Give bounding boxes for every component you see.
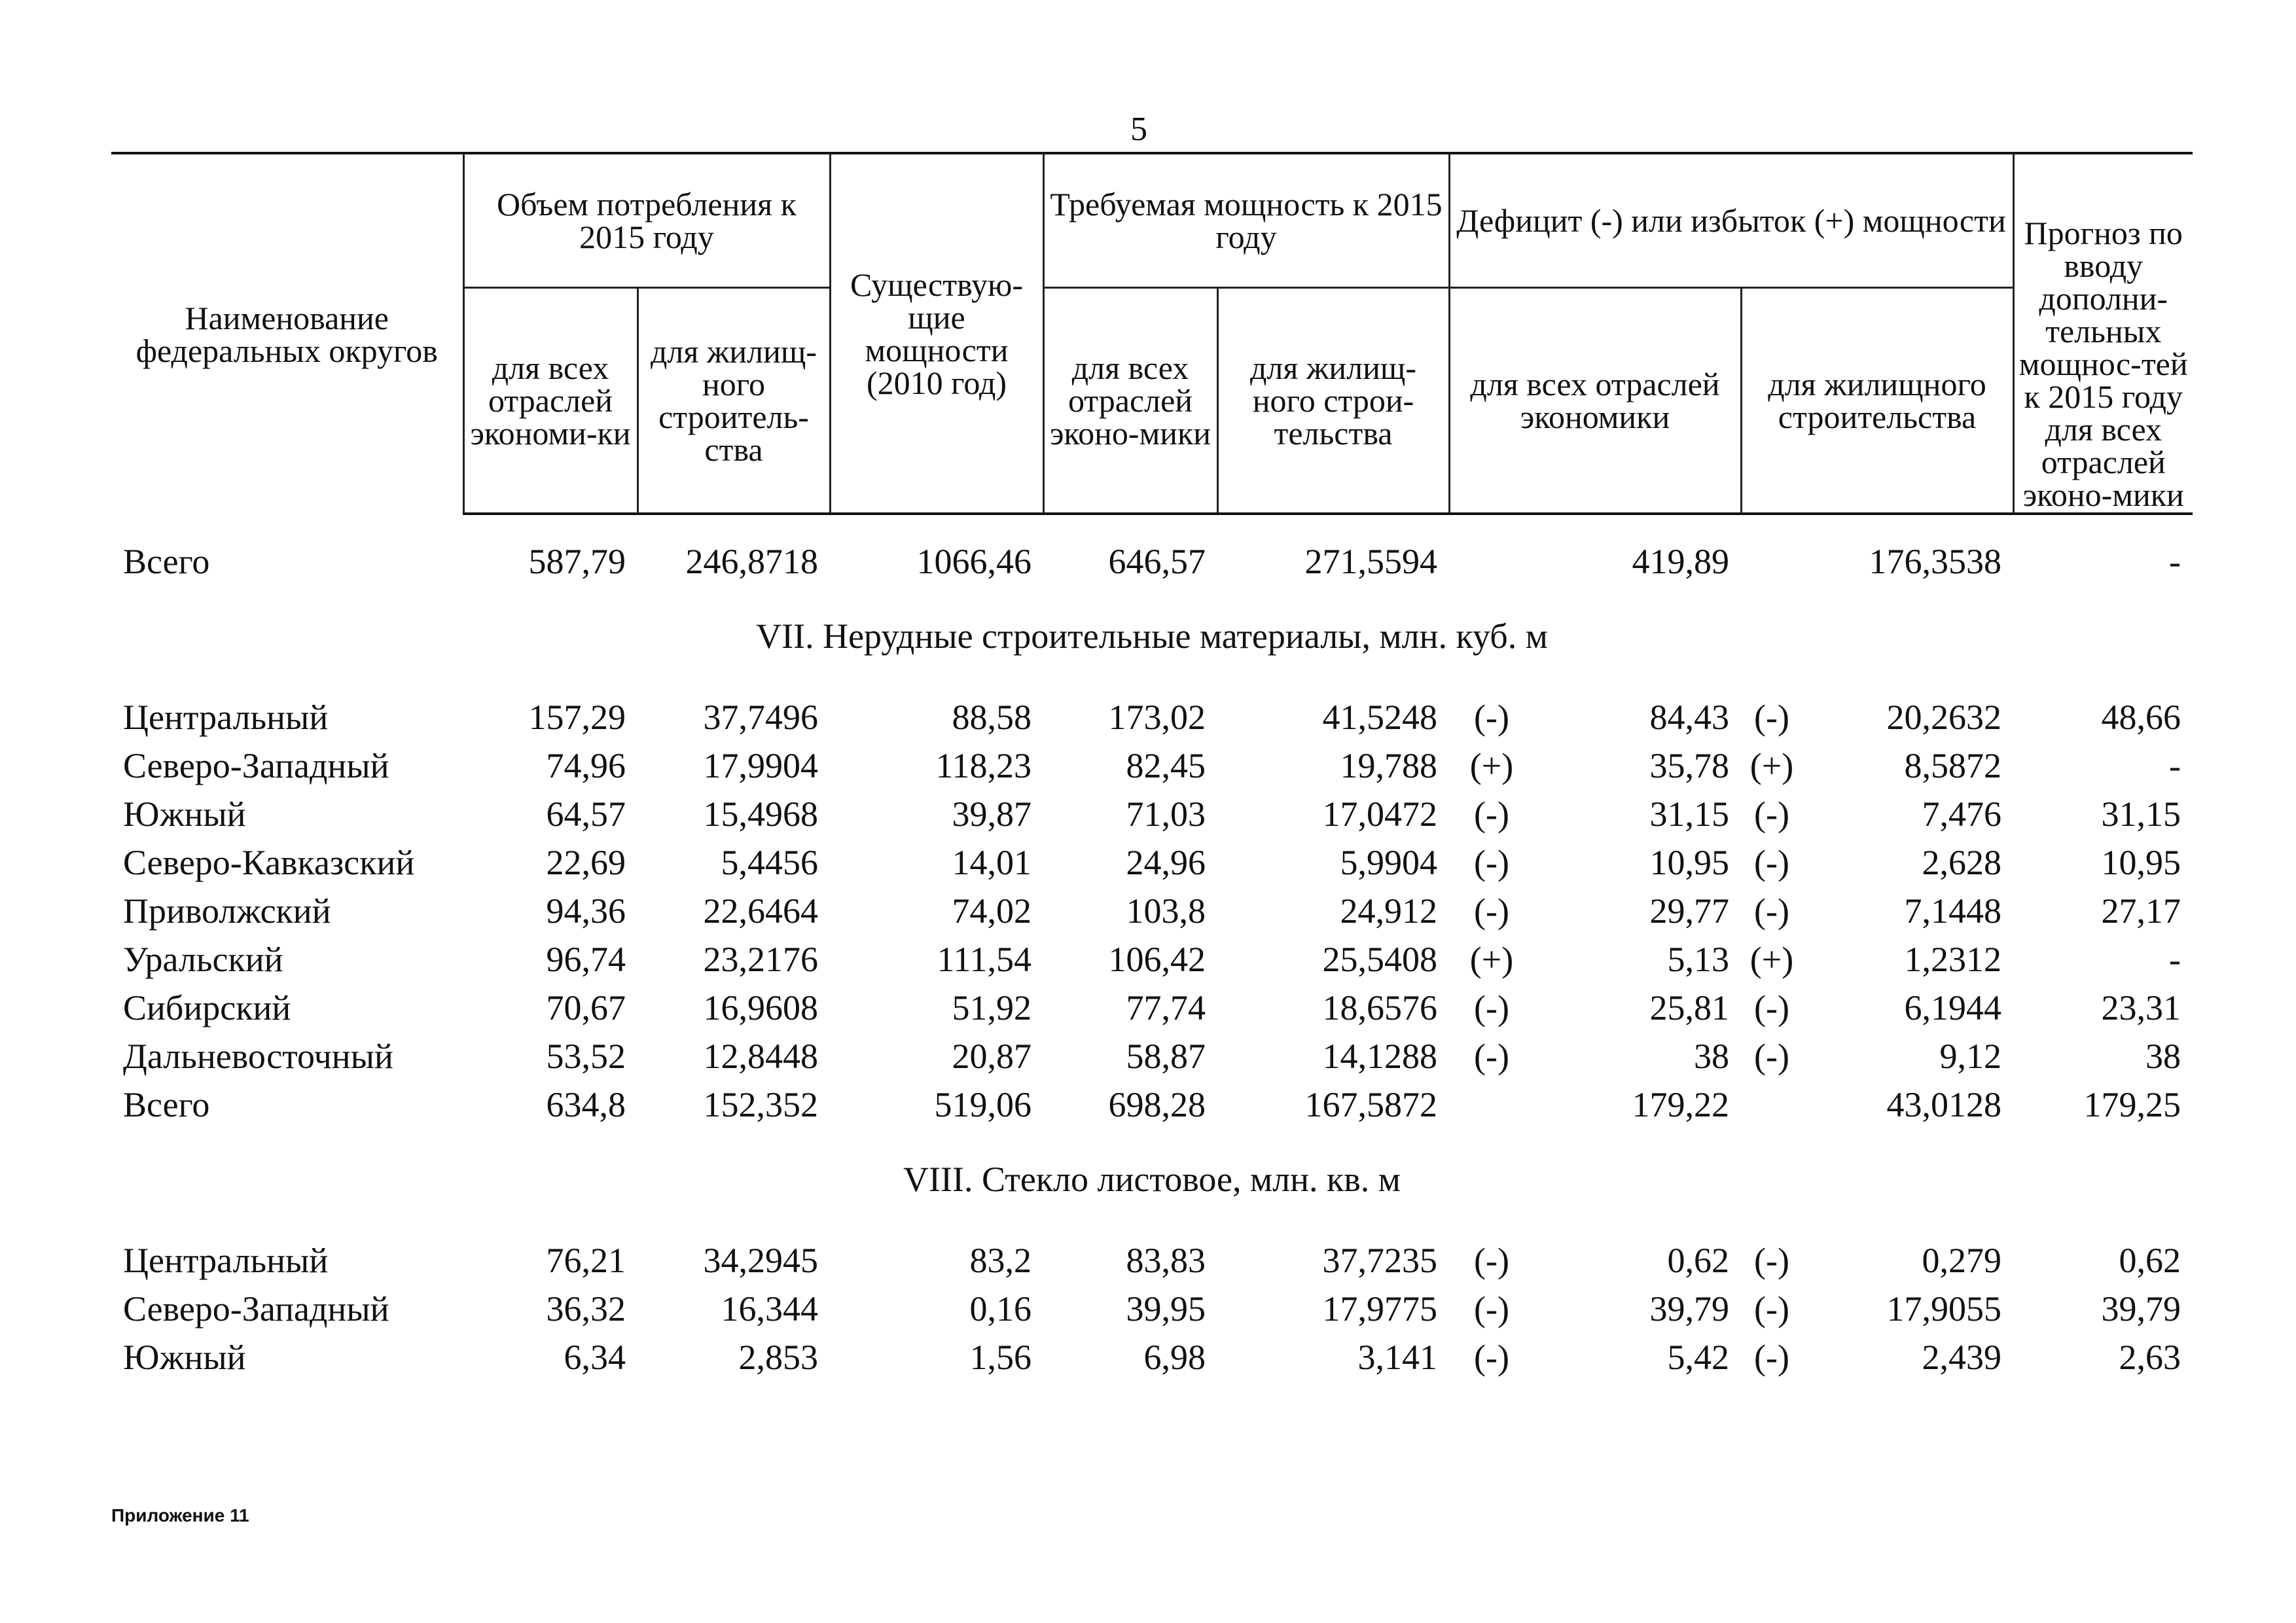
table-row (111, 935, 2193, 984)
cell-c4: 6,98 (1143, 1338, 1206, 1377)
cell-c5: 25,5408 (1322, 940, 1437, 979)
cell-c1: 96,74 (546, 940, 626, 979)
cell-c6: 39,79 (2101, 1289, 2181, 1329)
table-row (111, 1080, 2193, 1129)
cell-s2: (-) (1754, 1037, 1789, 1076)
cell-c1: 94,36 (546, 891, 626, 931)
cell-c6: 0,62 (2119, 1241, 2181, 1280)
cell-s2: (-) (1754, 1338, 1789, 1377)
cell-c3: 74,02 (952, 891, 1031, 931)
cell-d2: 7,1448 (1904, 891, 2001, 931)
cell-s1: (-) (1474, 988, 1509, 1027)
cell-c2: 17,9904 (703, 746, 818, 785)
cell-c2: 16,9608 (703, 988, 818, 1027)
cell-name: Центральный (123, 1241, 329, 1280)
cell-s1: (-) (1474, 698, 1509, 737)
header-existing-capacity: Существую-щие мощности (2010 год) (830, 153, 1043, 514)
cell-s2: (-) (1754, 698, 1789, 737)
cell-c5: 18,6576 (1322, 988, 1437, 1027)
cell-c4: 103,8 (1126, 891, 1206, 931)
cell-c3: 1,56 (969, 1338, 1031, 1377)
cell-c5: 167,5872 (1304, 1085, 1437, 1124)
cell-c1: 22,69 (546, 843, 626, 882)
cell-c3: 111,54 (937, 940, 1031, 979)
cell-d2: 2,628 (1922, 843, 2001, 882)
cell-name: Южный (123, 1338, 246, 1377)
footer-appendix-label: Приложение 11 (111, 1505, 249, 1525)
header-deficit-housing: для жилищного строительства (1741, 288, 2013, 514)
cell-c2: 152,352 (703, 1085, 818, 1124)
cell-name: Северо-Западный (123, 746, 389, 785)
cell-c6: 10,95 (2101, 843, 2181, 882)
cell-d2: 17,9055 (1886, 1289, 2001, 1329)
cell-c1: 634,8 (546, 1085, 626, 1124)
page-number: 5 (1130, 111, 1147, 148)
cell-name: Приволжский (123, 891, 331, 931)
cell-c2: 34,2945 (703, 1241, 818, 1280)
table-row (111, 1236, 2193, 1285)
cell-c3: 20,87 (952, 1037, 1031, 1076)
header-deficit-group: Дефицит (-) или избыток (+) мощности (1449, 153, 2013, 288)
header-consumption-all: для всех отраслей экономи-ки (463, 288, 637, 514)
cell-c6: 48,66 (2101, 698, 2181, 737)
cell-name: Уральский (123, 940, 283, 979)
cell-name: Центральный (123, 698, 329, 737)
capacity-table (111, 152, 2193, 1382)
table-row (111, 887, 2193, 935)
cell-c1: 36,32 (546, 1289, 626, 1329)
cell-d1: 10,95 (1649, 843, 1729, 882)
cell-c2: 2,853 (738, 1338, 818, 1377)
cell-c1: 53,52 (546, 1037, 626, 1076)
cell-s2: (-) (1754, 1289, 1789, 1329)
cell-c1: 76,21 (546, 1241, 626, 1280)
cell-s1: (-) (1474, 1037, 1509, 1076)
table-row-total-previous: Всего 587,79 246,8718 1066,46 646,57 271,5594 419,89 176,3538 - (123, 542, 2181, 581)
cell-c6: - (2169, 940, 2181, 979)
cell-s1: (+) (1469, 940, 1514, 979)
section-7-title: VII. Нерудные строительные материалы, млн. куб. м (756, 616, 1548, 656)
cell-s2 (1741, 1080, 1803, 1129)
cell-d2: 43,0128 (1886, 1085, 2001, 1124)
cell-c3: 39,87 (952, 794, 1031, 834)
table-row (111, 790, 2193, 838)
cell-d2: 0,279 (1922, 1241, 2001, 1280)
cell-s2: (-) (1754, 794, 1789, 834)
cell-d1: 29,77 (1649, 891, 1729, 931)
cell-c5: 37,7235 (1322, 1241, 1437, 1280)
table-row (111, 838, 2193, 887)
cell-c6: - (2169, 746, 2181, 785)
cell-c6: 2,63 (2119, 1338, 2181, 1377)
cell-d2: 8,5872 (1904, 746, 2001, 785)
cell-name: Северо-Западный (123, 1289, 389, 1329)
cell-d1: 0,62 (1667, 1241, 1729, 1280)
cell-d1: 5,42 (1667, 1338, 1729, 1377)
table-header (111, 153, 2193, 514)
cell-c2: 22,6464 (703, 891, 818, 931)
cell-c5: 17,0472 (1322, 794, 1437, 834)
cell-d1: 179,22 (1632, 1085, 1729, 1124)
cell-c6: 31,15 (2101, 794, 2181, 834)
cell-name: Северо-Кавказский (123, 843, 415, 882)
cell-d1: 25,81 (1649, 988, 1729, 1027)
cell-c5: 14,1288 (1322, 1037, 1437, 1076)
header-forecast: Прогноз по вводу дополни-тельных мощнос-тей к 2015 году для всех отраслей эконо-мики (2013, 153, 2193, 514)
cell-c2: 16,344 (721, 1289, 818, 1329)
cell-s1: (-) (1474, 1241, 1509, 1280)
cell-d2: 9,12 (1939, 1037, 2001, 1076)
header-consumption-group: Объем потребления к 2015 году (463, 153, 830, 288)
cell-name: Сибирский (123, 988, 291, 1027)
cell-c1: 6,34 (564, 1338, 626, 1377)
cell-c6: 179,25 (2083, 1085, 2181, 1124)
cell-c5: 24,912 (1340, 891, 1437, 931)
cell-c1: 74,96 (546, 746, 626, 785)
cell-c2: 37,7496 (703, 698, 818, 737)
header-consumption-housing: для жилищ-ного строитель-ства (637, 288, 830, 514)
section-title-row (111, 586, 2193, 693)
cell-c3: 14,01 (952, 843, 1031, 882)
cell-c2: 12,8448 (703, 1037, 818, 1076)
cell-s1: (-) (1474, 1338, 1509, 1377)
cell-s1 (1449, 1080, 1534, 1129)
cell-c3: 0,16 (969, 1289, 1031, 1329)
cell-c4: 24,96 (1126, 843, 1206, 882)
table-row (111, 1285, 2193, 1333)
cell-d1: 35,78 (1649, 746, 1729, 785)
cell-c2: 23,2176 (703, 940, 818, 979)
cell-d1: 39,79 (1649, 1289, 1729, 1329)
header-deficit-all: для всех отраслей экономики (1449, 288, 1741, 514)
cell-s1: (+) (1469, 746, 1514, 785)
cell-name: Всего (123, 1085, 210, 1124)
cell-d2: 1,2312 (1904, 940, 2001, 979)
cell-d2: 20,2632 (1886, 698, 2001, 737)
cell-c1: 157,29 (528, 698, 626, 737)
section-8-title: VIII. Стекло листовое, млн. кв. м (903, 1160, 1401, 1199)
cell-c4: 71,03 (1126, 794, 1206, 834)
cell-s1: (-) (1474, 843, 1509, 882)
cell-d2: 2,439 (1922, 1338, 2001, 1377)
cell-c4: 173,02 (1108, 698, 1206, 737)
cell-c5: 5,9904 (1340, 843, 1437, 882)
cell-c6: 38 (2145, 1037, 2181, 1076)
cell-c4: 698,28 (1108, 1085, 1206, 1124)
cell-d1: 5,13 (1667, 940, 1729, 979)
cell-c1: 64,57 (546, 794, 626, 834)
cell-d1: 84,43 (1649, 698, 1729, 737)
cell-c3: 51,92 (952, 988, 1031, 1027)
cell-c2: 5,4456 (721, 843, 818, 882)
header-required-housing: для жилищ-ного строи-тельства (1217, 288, 1449, 514)
cell-d1: 31,15 (1649, 794, 1729, 834)
table-row (111, 1032, 2193, 1080)
cell-c3: 83,2 (969, 1241, 1031, 1280)
header-required-all: для всех отраслей эконо-мики (1043, 288, 1217, 514)
table-row (111, 1333, 2193, 1382)
cell-c5: 19,788 (1340, 746, 1437, 785)
cell-s2: (+) (1749, 746, 1794, 785)
cell-d2: 6,1944 (1904, 988, 2001, 1027)
cell-c2: 15,4968 (703, 794, 818, 834)
cell-c5: 3,141 (1357, 1338, 1437, 1377)
cell-c4: 106,42 (1108, 940, 1206, 979)
table-row (111, 984, 2193, 1032)
cell-c1: 70,67 (546, 988, 626, 1027)
cell-s2: (+) (1749, 940, 1794, 979)
cell-c4: 83,83 (1126, 1241, 1206, 1280)
cell-c6: 23,31 (2101, 988, 2181, 1027)
cell-d2: 7,476 (1922, 794, 2001, 834)
section-7-body (111, 693, 2193, 1129)
cell-c3: 88,58 (952, 698, 1031, 737)
cell-name: Южный (123, 794, 246, 834)
cell-c6: 27,17 (2101, 891, 2181, 931)
cell-c3: 118,23 (935, 746, 1031, 785)
cell-c5: 17,9775 (1322, 1289, 1437, 1329)
table-row (111, 693, 2193, 741)
cell-c4: 58,87 (1126, 1037, 1206, 1076)
cell-s1: (-) (1474, 891, 1509, 931)
cell-c4: 77,74 (1126, 988, 1206, 1027)
header-required-group: Требуемая мощность к 2015 году (1043, 153, 1449, 288)
cell-s1: (-) (1474, 1289, 1509, 1329)
cell-c4: 82,45 (1126, 746, 1206, 785)
cell-s2: (-) (1754, 1241, 1789, 1280)
cell-s2: (-) (1754, 988, 1789, 1027)
cell-s1: (-) (1474, 794, 1509, 834)
cell-d1: 38 (1694, 1037, 1729, 1076)
header-district-name: Наименование федеральных округов (111, 153, 463, 514)
cell-name: Дальневосточный (123, 1037, 393, 1076)
section-8-body (111, 1236, 2193, 1382)
cell-c5: 41,5248 (1322, 698, 1437, 737)
table-row (111, 741, 2193, 790)
cell-s2: (-) (1754, 891, 1789, 931)
section-title-row (111, 1129, 2193, 1236)
cell-c3: 519,06 (934, 1085, 1031, 1124)
cell-s2: (-) (1754, 843, 1789, 882)
cell-c4: 39,95 (1126, 1289, 1206, 1329)
